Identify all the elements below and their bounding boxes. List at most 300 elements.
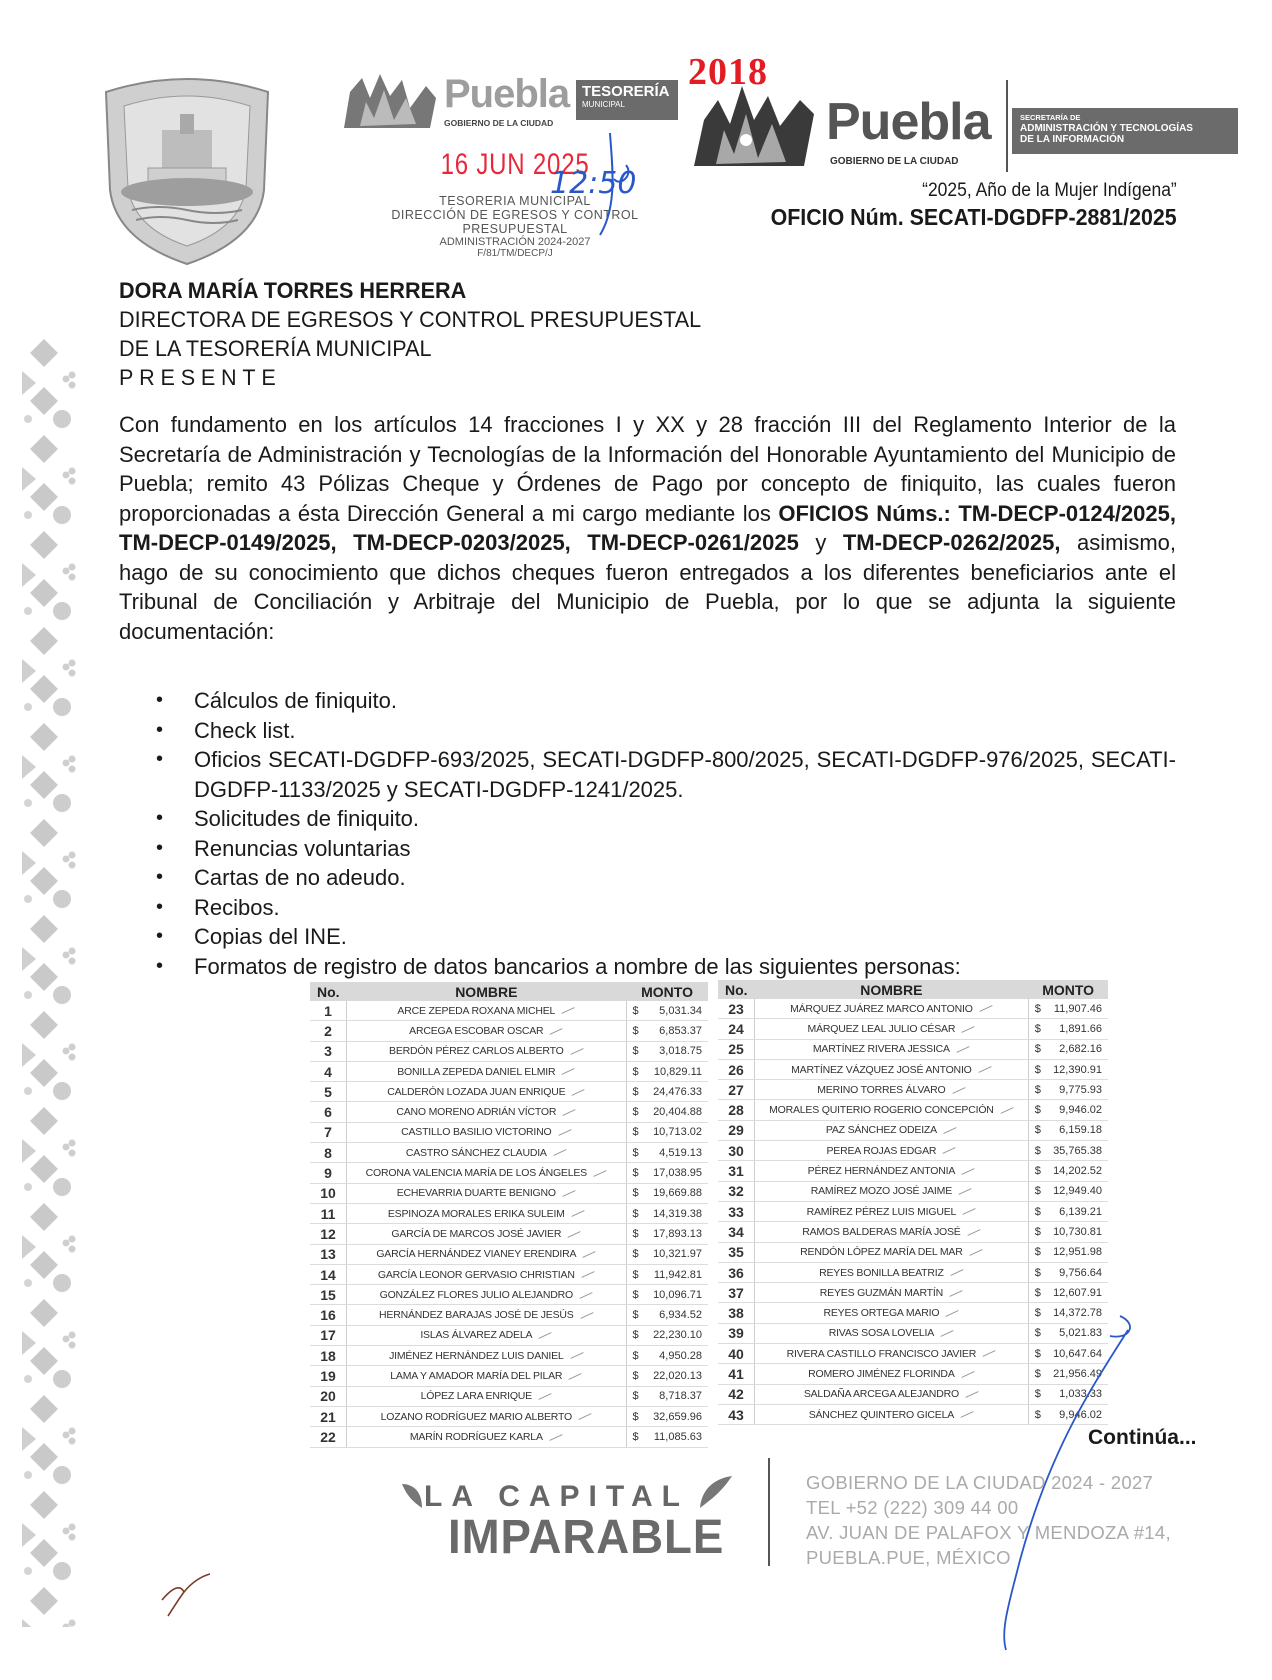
beneficiary-name-text: ESPINOZA MORALES ERIKA SULEIM	[387, 1207, 565, 1220]
row-number: 31	[718, 1161, 755, 1181]
row-number: 32	[718, 1181, 755, 1201]
amount: 4,950.28	[645, 1346, 708, 1366]
currency-symbol: $	[626, 1285, 645, 1305]
amount: 11,907.46	[1047, 999, 1108, 1019]
row-number: 13	[310, 1244, 347, 1264]
beneficiary-name-text: REYES BONILLA BEATRIZ	[819, 1266, 944, 1279]
document-item: • Solicitudes de finiquito.	[150, 804, 1176, 834]
amount: 6,139.21	[1047, 1201, 1108, 1221]
table-row	[310, 1427, 708, 1447]
secretaria-logo-city: Puebla	[826, 93, 991, 151]
checkmark-tick-icon	[963, 1208, 976, 1215]
year-motto: “2025, Año de la Mujer Indígena”	[922, 180, 1177, 201]
row-number: 21	[310, 1406, 347, 1426]
row-number: 23	[718, 999, 755, 1019]
amount: 3,018.75	[645, 1041, 708, 1061]
checkmark-tick-icon	[946, 1310, 959, 1317]
currency-symbol: $	[1028, 1242, 1047, 1262]
currency-symbol: $	[626, 1305, 645, 1325]
beneficiary-name-text: GARCÍA LEONOR GERVASIO CHRISTIAN	[377, 1268, 575, 1281]
checkmark-tick-icon	[580, 1312, 593, 1319]
body-paragraph	[119, 410, 1176, 646]
table-row	[718, 999, 1108, 1019]
amount: 24,476.33	[645, 1082, 708, 1102]
beneficiary-name-text: ARCE ZEPEDA ROXANA MICHEL	[397, 1004, 556, 1017]
table-row	[310, 1224, 708, 1244]
row-number: 15	[310, 1285, 347, 1305]
continues-label: Continúa...	[1088, 1426, 1197, 1449]
beneficiary-name-text: CASTRO SÁNCHEZ CLAUDIA	[405, 1146, 547, 1159]
currency-symbol: $	[1028, 1100, 1047, 1120]
received-date: 16 JUN 2025	[440, 148, 590, 181]
currency-symbol: $	[1028, 1080, 1047, 1100]
right-wing-icon	[698, 1474, 734, 1510]
secretaria-badge	[1012, 108, 1238, 154]
row-number: 8	[310, 1143, 347, 1163]
table-row	[718, 1080, 1108, 1100]
beneficiary-name	[755, 999, 1029, 1019]
city-crest-emblem	[98, 70, 276, 266]
row-number: 19	[310, 1366, 347, 1386]
currency-symbol: $	[1028, 1323, 1047, 1343]
currency-symbol: $	[626, 1183, 645, 1203]
addressee-title-line2: DE LA TESORERÍA MUNICIPAL	[119, 336, 432, 361]
beneficiary-name	[755, 1120, 1029, 1140]
puebla-skyline-icon	[690, 80, 820, 172]
beneficiary-name-text: CORONA VALENCIA MARÍA DE LOS ÁNGELES	[365, 1167, 587, 1180]
checkmark-tick-icon	[943, 1148, 956, 1155]
beneficiary-name-text: PÉREZ HERNÁNDEZ ANTONIA	[807, 1165, 956, 1178]
body-oficios-list: OFICIOS Núms.: TM-DECP-0124/2025, TM-DECP-0149/2025, TM-DECP-0203/2025, TM-DECP-0261/2025	[119, 500, 1176, 555]
table-row	[310, 1285, 708, 1305]
table-row	[310, 1386, 708, 1406]
puebla-skyline-icon	[340, 68, 440, 134]
table-row	[718, 1059, 1108, 1079]
amount: 10,096.71	[645, 1285, 708, 1305]
beneficiary-name-text: PEREA ROJAS EDGAR	[826, 1144, 937, 1157]
table-row	[310, 1366, 708, 1386]
checkmark-tick-icon	[940, 1330, 953, 1337]
table-row	[718, 1201, 1108, 1221]
amount: 14,202.52	[1047, 1161, 1108, 1181]
header-name: NOMBRE	[347, 982, 627, 1001]
beneficiary-name	[347, 1427, 627, 1447]
body-text-part3: asimismo, hago de su conocimiento que dichos cheques fueron entregados a los diferentes beneficiarios ante el Tribunal de Conciliación y Arbitraje del Municipio de Puebla, por lo que se adjunta la siguiente documentación:	[119, 530, 1176, 644]
currency-symbol: $	[1028, 1019, 1047, 1039]
currency-symbol: $	[626, 1325, 645, 1345]
header-name: NOMBRE	[755, 980, 1029, 999]
amount: 10,829.11	[645, 1061, 708, 1081]
beneficiary-name	[755, 1201, 1029, 1221]
beneficiary-name-text: RAMÍREZ MOZO JOSÉ JAIME	[810, 1185, 952, 1198]
beneficiary-name-text: ROMERO JIMÉNEZ FLORINDA	[808, 1367, 955, 1380]
footer-government: GOBIERNO DE LA CIUDAD 2024 - 2027	[806, 1472, 1154, 1493]
table-row	[310, 1264, 708, 1284]
beneficiary-name	[755, 1100, 1029, 1120]
beneficiary-name-text: CASTILLO BASILIO VICTORINO	[401, 1126, 552, 1139]
amount: 10,713.02	[645, 1122, 708, 1142]
currency-symbol: $	[626, 1346, 645, 1366]
beneficiary-name	[347, 1224, 627, 1244]
row-number: 22	[310, 1427, 347, 1447]
beneficiary-name	[347, 1366, 627, 1386]
currency-symbol: $	[1028, 999, 1047, 1019]
beneficiary-name-text: MÁRQUEZ JUÁREZ MARCO ANTONIO	[790, 1002, 973, 1015]
table-row	[310, 1244, 708, 1264]
checkmark-tick-icon	[572, 1089, 585, 1096]
checkmark-tick-icon	[943, 1127, 956, 1134]
amount: 19,669.88	[645, 1183, 708, 1203]
beneficiary-name-text: MÁRQUEZ LEAL JULIO CÉSAR	[807, 1022, 956, 1035]
row-number: 40	[718, 1344, 755, 1364]
table-row	[310, 1122, 708, 1142]
table-row	[310, 1183, 708, 1203]
beneficiary-name-text: RAMOS BALDERAS MARÍA JOSÉ	[802, 1225, 961, 1238]
checkmark-tick-icon	[568, 1231, 581, 1238]
beneficiary-name	[347, 1021, 627, 1041]
table-row	[718, 1242, 1108, 1262]
beneficiary-name-text: RIVERA CASTILLO FRANCISCO JAVIER	[786, 1347, 977, 1360]
row-number: 14	[310, 1264, 347, 1284]
currency-symbol: $	[1028, 1222, 1047, 1242]
amount: 12,951.98	[1047, 1242, 1108, 1262]
row-number: 28	[718, 1100, 755, 1120]
beneficiary-name	[347, 1346, 627, 1366]
row-number: 11	[310, 1203, 347, 1223]
currency-symbol: $	[1028, 1404, 1047, 1424]
la-capital-imparable-logo	[420, 1480, 740, 1570]
currency-symbol: $	[626, 1082, 645, 1102]
table-row	[718, 1039, 1108, 1059]
table-row	[310, 1021, 708, 1041]
amount: 10,321.97	[645, 1244, 708, 1264]
tesoreria-badge-line1: TESORERÍA	[582, 83, 670, 100]
addressee-block	[119, 276, 701, 392]
checkmark-tick-icon	[962, 1168, 975, 1175]
beneficiary-name	[755, 1161, 1029, 1181]
row-number: 20	[310, 1386, 347, 1406]
amount: 5,021.83	[1047, 1323, 1108, 1343]
beneficiary-name	[347, 1001, 627, 1021]
beneficiary-name-text: ECHEVARRIA DUARTE BENIGNO	[396, 1187, 556, 1200]
beneficiary-name-text: LOZANO RODRÍGUEZ MARIO ALBERTO	[380, 1410, 572, 1423]
body-text-part2: y	[798, 530, 843, 555]
row-number: 5	[310, 1082, 347, 1102]
beneficiaries-table-left	[310, 982, 708, 1448]
row-number: 33	[718, 1201, 755, 1221]
tesoreria-badge-line2: MUNICIPAL	[582, 100, 625, 109]
row-number: 16	[310, 1305, 347, 1325]
tesoreria-logo-subtitle: GOBIERNO DE LA CIUDAD	[444, 118, 554, 128]
row-number: 26	[718, 1059, 755, 1079]
currency-symbol: $	[626, 1021, 645, 1041]
checkmark-tick-icon	[952, 1087, 965, 1094]
row-number: 3	[310, 1041, 347, 1061]
row-number: 17	[310, 1325, 347, 1345]
checkmark-tick-icon	[570, 1048, 583, 1055]
left-wing-icon	[400, 1480, 424, 1510]
checkmark-tick-icon	[579, 1292, 592, 1299]
received-stamp-line4: ADMINISTRACIÓN 2024-2027	[439, 236, 591, 248]
beneficiary-name	[755, 1019, 1029, 1039]
handwritten-time-mark	[530, 125, 650, 245]
row-number: 41	[718, 1364, 755, 1384]
table-row	[718, 1141, 1108, 1161]
amount: 12,949.40	[1047, 1181, 1108, 1201]
currency-symbol: $	[1028, 1364, 1047, 1384]
currency-symbol: $	[1028, 1161, 1047, 1181]
table-row	[310, 1305, 708, 1325]
header-amount: MONTO	[626, 982, 708, 1001]
beneficiary-name-text: GARCÍA HERNÁNDEZ VIANEY ERENDIRA	[376, 1248, 577, 1261]
currency-symbol: $	[626, 1203, 645, 1223]
table-row	[718, 1262, 1108, 1282]
amount: 32,659.96	[645, 1406, 708, 1426]
currency-symbol: $	[626, 1143, 645, 1163]
amount: 1,033.33	[1047, 1384, 1108, 1404]
table-row	[310, 1143, 708, 1163]
document-item: • Formatos de registro de datos bancarios a nombre de las siguientes personas:	[150, 952, 1176, 982]
beneficiary-name-text: MARTÍNEZ VÁZQUEZ JOSÉ ANTONIO	[791, 1063, 972, 1076]
row-number: 7	[310, 1122, 347, 1142]
beneficiary-name-text: RAMÍREZ PÉREZ LUIS MIGUEL	[806, 1205, 957, 1218]
table-row	[310, 1163, 708, 1183]
table-row	[310, 1102, 708, 1122]
table-row	[718, 1100, 1108, 1120]
beneficiary-name	[347, 1061, 627, 1081]
beneficiary-name	[755, 1141, 1029, 1161]
checkmark-tick-icon	[581, 1271, 594, 1278]
amount: 21,956.49	[1047, 1364, 1108, 1384]
checkmark-tick-icon	[583, 1251, 596, 1258]
currency-symbol: $	[1028, 1141, 1047, 1161]
beneficiary-name-text: SÁNCHEZ QUINTERO GICELA	[808, 1408, 955, 1421]
beneficiary-name-text: MORALES QUITERIO ROGERIO CONCEPCIÓN	[769, 1104, 994, 1117]
beneficiary-name-text: MARÍN RODRÍGUEZ KARLA	[409, 1430, 543, 1443]
beneficiary-name	[347, 1122, 627, 1142]
document-item: • Oficios SECATI-DGDFP-693/2025, SECATI-DGDFP-800/2025, SECATI-DGDFP-976/2025, SECATI-DGDFP-1133/2025 y SECATI-DGDFP-1241/2025.	[150, 745, 1176, 804]
currency-symbol: $	[626, 1224, 645, 1244]
checkmark-tick-icon	[550, 1028, 563, 1035]
table-row	[310, 1346, 708, 1366]
beneficiary-name	[347, 1305, 627, 1325]
footer-divider	[768, 1458, 770, 1566]
stamp-year: 2018	[688, 51, 768, 93]
amount: 12,390.91	[1047, 1059, 1108, 1079]
beneficiary-name-text: SALDAÑA ARCEGA ALEJANDRO	[803, 1388, 959, 1401]
amount: 17,893.13	[645, 1224, 708, 1244]
amount: 6,159.18	[1047, 1120, 1108, 1140]
beneficiary-name-text: REYES ORTEGA MARIO	[823, 1307, 940, 1320]
currency-symbol: $	[1028, 1120, 1047, 1140]
table-row	[718, 1181, 1108, 1201]
row-number: 37	[718, 1283, 755, 1303]
beneficiary-name	[347, 1163, 627, 1183]
beneficiary-name	[755, 1222, 1029, 1242]
beneficiary-name-text: BONILLA ZEPEDA DANIEL ELMIR	[397, 1065, 556, 1078]
checkmark-tick-icon	[562, 1007, 575, 1014]
row-number: 18	[310, 1346, 347, 1366]
beneficiary-name	[347, 1285, 627, 1305]
logo-divider	[1006, 80, 1008, 172]
currency-symbol: $	[1028, 1384, 1047, 1404]
currency-symbol: $	[626, 1264, 645, 1284]
currency-symbol: $	[1028, 1283, 1047, 1303]
amount: 9,946.02	[1047, 1100, 1108, 1120]
beneficiary-name-text: HERNÁNDEZ BARAJAS JOSÉ DE JESÚS	[379, 1309, 574, 1322]
beneficiary-name	[755, 1039, 1029, 1059]
beneficiary-name	[347, 1183, 627, 1203]
amount: 10,647.64	[1047, 1344, 1108, 1364]
beneficiary-name-text: CALDERÓN LOZADA JUAN ENRIQUE	[387, 1085, 566, 1098]
document-item: • Renuncias voluntarias	[150, 834, 1176, 864]
beneficiary-name	[755, 1262, 1029, 1282]
tesoreria-logo-city: Puebla	[444, 72, 570, 116]
checkmark-tick-icon	[562, 1190, 575, 1197]
row-number: 25	[718, 1039, 755, 1059]
beneficiary-name-text: PAZ SÁNCHEZ ODEIZA	[825, 1124, 937, 1137]
checkmark-tick-icon	[538, 1393, 551, 1400]
currency-symbol: $	[1028, 1059, 1047, 1079]
checkmark-tick-icon	[539, 1332, 552, 1339]
currency-symbol: $	[626, 1001, 645, 1021]
amount: 22,020.13	[645, 1366, 708, 1386]
table-row	[310, 1001, 708, 1021]
amount: 14,319.38	[645, 1203, 708, 1223]
row-number: 34	[718, 1222, 755, 1242]
row-number: 12	[310, 1224, 347, 1244]
received-stamp-line3: PRESUPUESTAL	[462, 222, 568, 236]
table-header-row	[718, 980, 1108, 999]
secretaria-badge-line2: ADMINISTRACIÓN Y TECNOLOGÍAS	[1020, 123, 1193, 134]
secretaria-badge-line1: SECRETARÍA DE	[1020, 113, 1081, 122]
beneficiary-name-text: RIVAS SOSA LOVELIA	[828, 1327, 935, 1340]
amount: 8,718.37	[645, 1386, 708, 1406]
beneficiary-name	[755, 1181, 1029, 1201]
received-stamp-line2: DIRECCIÓN DE EGRESOS Y CONTROL	[391, 208, 639, 222]
beneficiary-name	[347, 1325, 627, 1345]
addressee-title-line1: DIRECTORA DE EGRESOS Y CONTROL PRESUPUESTAL	[119, 307, 702, 332]
table-row	[310, 1082, 708, 1102]
currency-symbol: $	[626, 1041, 645, 1061]
secretaria-logo-subtitle: GOBIERNO DE LA CIUDAD	[830, 156, 959, 167]
beneficiary-name	[347, 1143, 627, 1163]
amount: 11,085.63	[645, 1427, 708, 1447]
row-number: 38	[718, 1303, 755, 1323]
beneficiary-name	[347, 1386, 627, 1406]
amount: 4,519.13	[645, 1143, 708, 1163]
checkmark-tick-icon	[593, 1170, 606, 1177]
attached-documents-list	[150, 686, 1176, 981]
header-amount: MONTO	[1028, 980, 1108, 999]
document-item: • Copias del INE.	[150, 922, 1176, 952]
beneficiary-name	[347, 1102, 627, 1122]
currency-symbol: $	[1028, 1201, 1047, 1221]
beneficiary-name-text: RENDÓN LÓPEZ MARÍA DEL MAR	[800, 1246, 963, 1259]
checkmark-tick-icon	[978, 1066, 991, 1073]
currency-symbol: $	[1028, 1262, 1047, 1282]
received-stamp-line1: TESORERIA MUNICIPAL	[439, 194, 591, 208]
beneficiary-name	[347, 1082, 627, 1102]
currency-symbol: $	[626, 1427, 645, 1447]
row-number: 29	[718, 1120, 755, 1140]
table-row	[718, 1019, 1108, 1039]
row-number: 6	[310, 1102, 347, 1122]
amount: 6,853.37	[645, 1021, 708, 1041]
beneficiary-name-text: CANO MORENO ADRIÁN VÍCTOR	[396, 1106, 557, 1119]
checkmark-tick-icon	[950, 1269, 963, 1276]
handwritten-time: 12:50	[550, 166, 637, 201]
body-oficio-last: TM-DECP-0262/2025,	[842, 530, 1061, 555]
checkmark-tick-icon	[949, 1290, 962, 1297]
amount: 12,607.91	[1047, 1283, 1108, 1303]
amount: 20,404.88	[645, 1102, 708, 1122]
currency-symbol: $	[1028, 1303, 1047, 1323]
beneficiary-name-text: GARCÍA DE MARCOS JOSÉ JAVIER	[391, 1227, 562, 1240]
row-number: 4	[310, 1061, 347, 1081]
amount: 17,038.95	[645, 1163, 708, 1183]
table-row	[310, 1203, 708, 1223]
beneficiary-name-text: LAMA Y AMADOR MARÍA DEL PILAR	[390, 1369, 563, 1382]
footer-address-line2: PUEBLA.PUE, MÉXICO	[806, 1547, 1011, 1568]
checkmark-tick-icon	[553, 1150, 566, 1157]
decorative-border-pattern	[22, 335, 82, 1627]
currency-symbol: $	[626, 1122, 645, 1142]
document-item: • Cálculos de finiquito.	[150, 686, 1176, 716]
slogan-line2: IMPARABLE	[448, 1511, 725, 1564]
table-row	[310, 1325, 708, 1345]
checkmark-tick-icon	[578, 1413, 591, 1420]
currency-symbol: $	[626, 1406, 645, 1426]
beneficiary-name-text: MERINO TORRES ÁLVARO	[817, 1083, 946, 1096]
table-row	[718, 1120, 1108, 1140]
tesoreria-badge	[576, 80, 678, 120]
amount: 11,942.81	[645, 1264, 708, 1284]
addressee-presente: PRESENTE	[119, 365, 282, 390]
beneficiary-name-text: JIMÉNEZ HERNÁNDEZ LUIS DANIEL	[389, 1349, 564, 1362]
checkmark-tick-icon	[558, 1129, 571, 1136]
row-number: 2	[310, 1021, 347, 1041]
slogan-line1: LA CAPITAL	[424, 1480, 689, 1513]
checkmark-tick-icon	[549, 1434, 562, 1441]
received-stamp-line5: F/81/TM/DECP/J	[477, 248, 553, 259]
addressee-name: DORA MARÍA TORRES HERRERA	[119, 278, 467, 303]
amount: 1,891.66	[1047, 1019, 1108, 1039]
amount: 6,934.52	[645, 1305, 708, 1325]
beneficiary-name-text: MARTÍNEZ RIVERA JESSICA	[812, 1043, 950, 1056]
secretaria-logo	[690, 80, 1238, 172]
checkmark-tick-icon	[571, 1210, 584, 1217]
checkmark-tick-icon	[569, 1373, 582, 1380]
beneficiary-name	[347, 1203, 627, 1223]
currency-symbol: $	[1028, 1181, 1047, 1201]
table-row	[310, 1041, 708, 1061]
amount: 35,765.38	[1047, 1141, 1108, 1161]
checkmark-tick-icon	[570, 1352, 583, 1359]
secretaria-badge-line3: DE LA INFORMACIÓN	[1020, 134, 1125, 145]
table-header-row	[310, 982, 708, 1001]
footer-phone: TEL +52 (222) 309 44 00	[806, 1497, 1019, 1518]
amount: 22,230.10	[645, 1325, 708, 1345]
currency-symbol: $	[626, 1061, 645, 1081]
amount: 9,946.02	[1047, 1404, 1108, 1424]
checkmark-tick-icon	[562, 1068, 575, 1075]
checkmark-tick-icon	[969, 1249, 982, 1256]
beneficiary-name	[755, 1242, 1029, 1262]
document-item: • Cartas de no adeudo.	[150, 863, 1176, 893]
amount: 5,031.34	[645, 1001, 708, 1021]
row-number: 30	[718, 1141, 755, 1161]
